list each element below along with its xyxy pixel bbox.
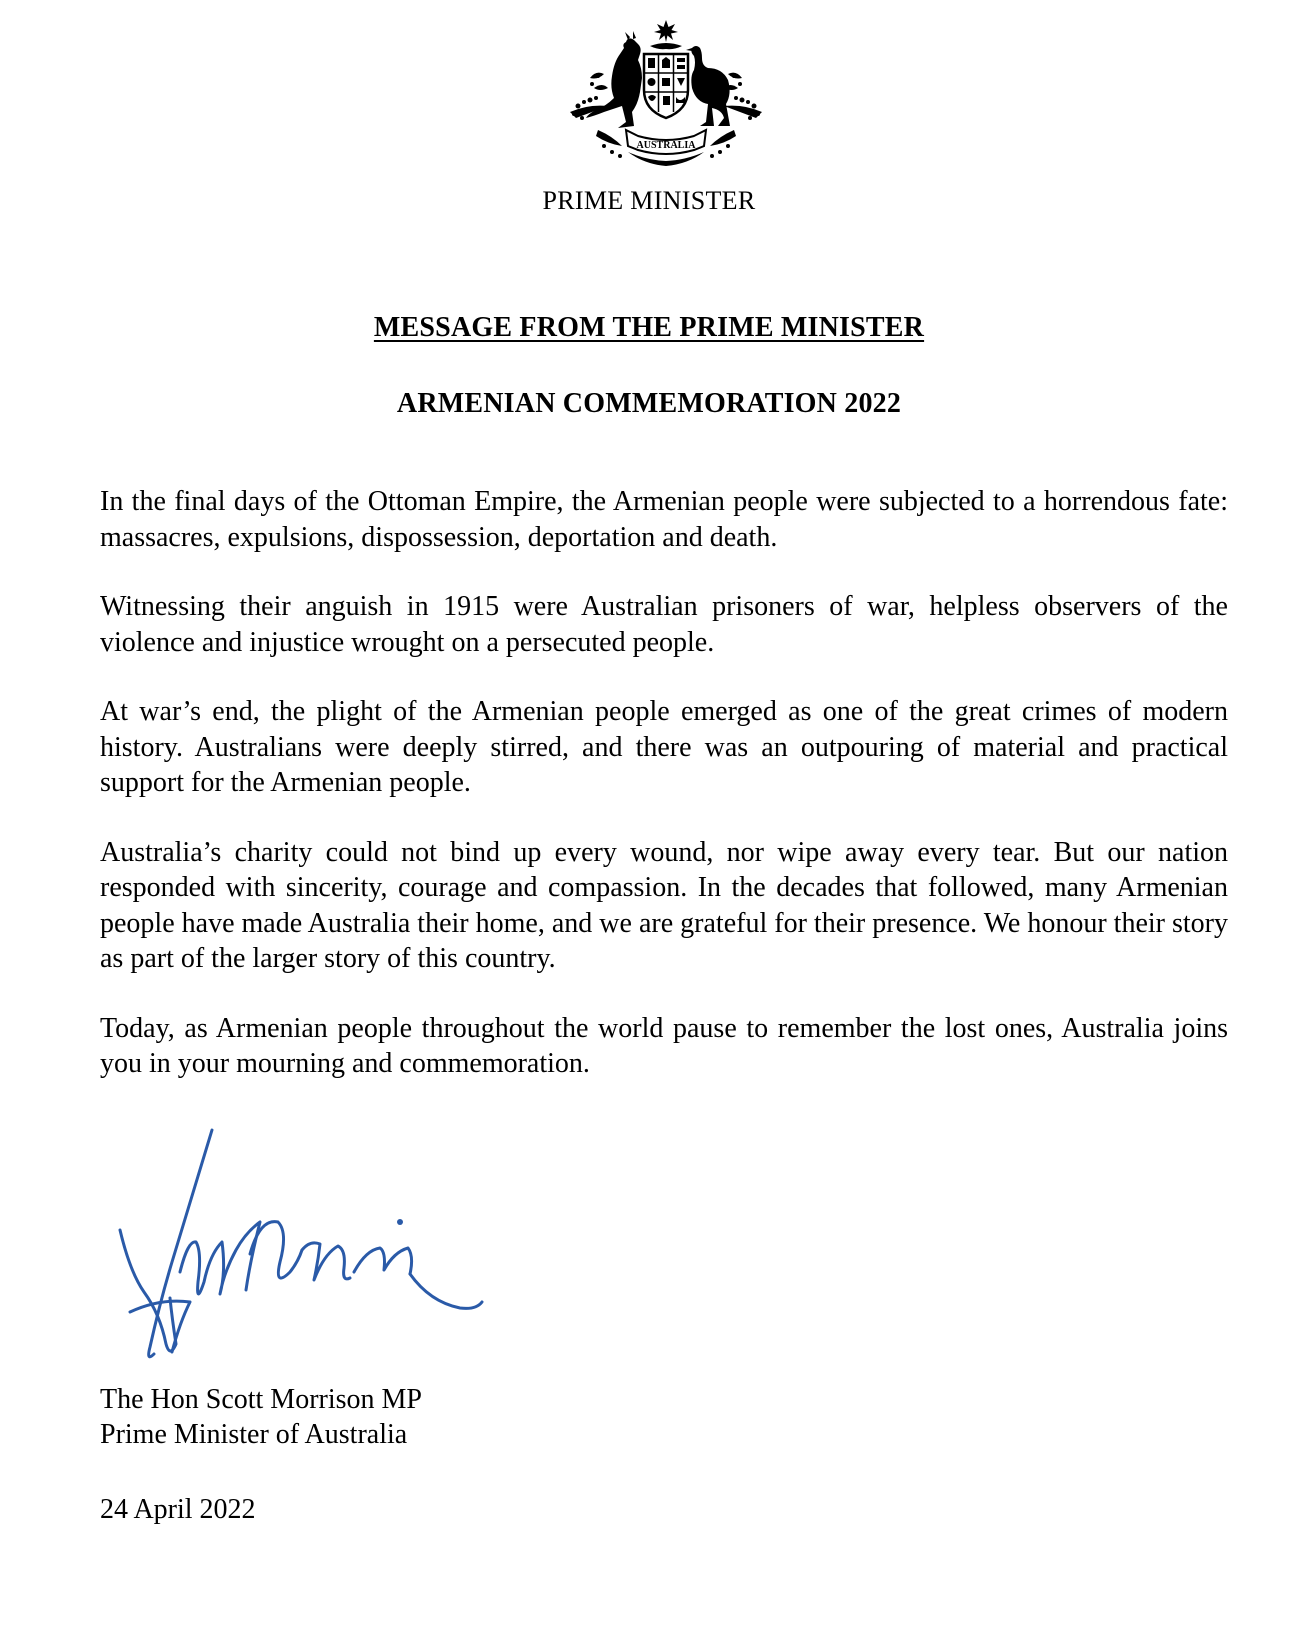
body-paragraph: At war’s end, the plight of the Armenian people emerged as one of the great crimes of modern history. Australians were deeply stirred, and there was an outpouring of material and practical support for the Armenian people. <box>100 696 1228 798</box>
shield-icon <box>644 54 688 118</box>
scroll-text: AUSTRALIA <box>636 140 696 151</box>
kangaroo-icon <box>586 31 642 128</box>
office-label: PRIME MINISTER <box>542 186 756 215</box>
emu-icon <box>686 46 730 126</box>
body-paragraph: In the final days of the Ottoman Empire, the Armenian people were subjected to a horrendous fate: massacres, expulsions, dispossession, deportation and death. <box>100 486 1228 553</box>
commonwealth-star-icon <box>654 20 678 42</box>
signatory-name: The Hon Scott Morrison MP <box>100 1384 422 1415</box>
letter-date: 24 April 2022 <box>100 1494 256 1525</box>
message-subtitle: ARMENIAN COMMEMORATION 2022 <box>396 388 902 419</box>
coat-of-arms-emblem <box>568 18 764 170</box>
signatory-title: Prime Minister of Australia <box>100 1419 408 1450</box>
signatory-block <box>100 1382 422 1452</box>
message-title: MESSAGE FROM THE PRIME MINISTER <box>373 312 925 343</box>
body-paragraph: Witnessing their anguish in 1915 were Australian prisoners of war, helpless observers of the violence and injustice wrought on a persecuted people. <box>100 591 1228 658</box>
motto-scroll <box>626 130 706 154</box>
body-paragraph: Australia’s charity could not bind up every wound, nor wipe away every tear. But our nation responded with sincerity, courage and compassion. In the decades that followed, many Armenian people have made Australia their home, and we are grateful for their presence. We honour their story as part of the larger story of this country. <box>100 836 1228 974</box>
handwritten-signature <box>110 1122 510 1372</box>
body-paragraph: Today, as Armenian people throughout the world pause to remember the lost ones, Australia joins you in your mourning and commemoration. <box>100 1012 1228 1079</box>
message-body <box>100 484 1228 1116</box>
